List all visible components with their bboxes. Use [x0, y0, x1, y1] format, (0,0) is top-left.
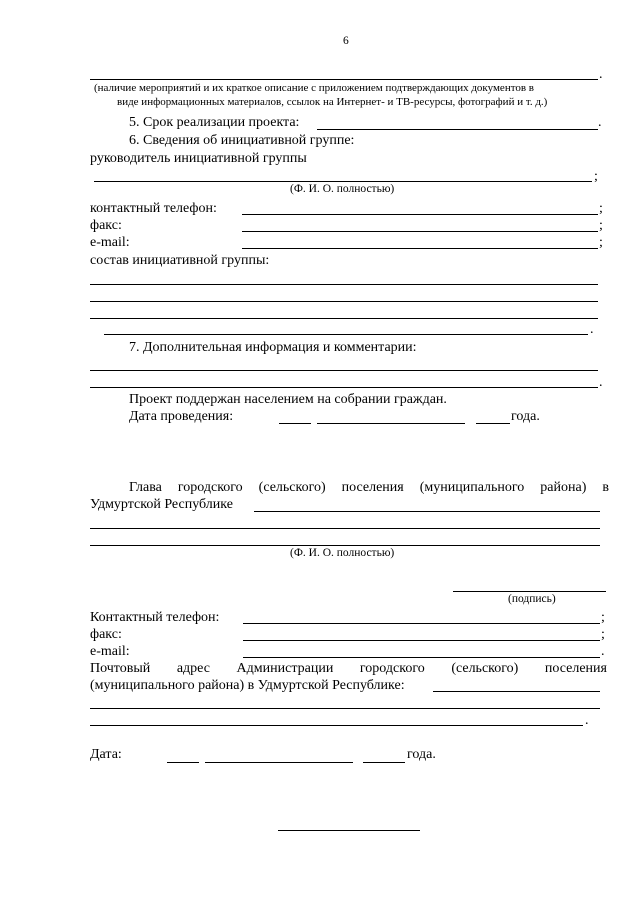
- fio-caption: (Ф. И. О. полностью): [290, 183, 395, 195]
- end-dot: .: [585, 713, 589, 728]
- leader-label: руководитель инициативной группы: [90, 151, 307, 166]
- additional-line[interactable]: [90, 370, 598, 371]
- head-phone-label: Контактный телефон:: [90, 610, 220, 625]
- word: (сельского): [451, 661, 519, 676]
- head-fax-line[interactable]: [243, 640, 600, 641]
- end-dot: .: [599, 67, 603, 82]
- head-title-line: [129, 481, 609, 495]
- end-semicolon: ;: [594, 169, 598, 184]
- end-dot: .: [599, 375, 603, 390]
- end-dot: .: [601, 644, 605, 659]
- members-label: состав инициативной группы:: [90, 253, 270, 268]
- fill-line: [90, 79, 598, 80]
- end-semicolon: ;: [601, 610, 605, 625]
- head-fax-label: факс:: [90, 627, 122, 642]
- head-phone-line[interactable]: [243, 623, 600, 624]
- word: в: [602, 480, 609, 495]
- fax-line[interactable]: [242, 231, 598, 232]
- footer-date-label: Дата:: [90, 747, 122, 762]
- head-name-line[interactable]: [90, 545, 600, 546]
- leader-line[interactable]: [94, 181, 592, 182]
- meeting-year-word: года.: [511, 409, 540, 424]
- additional-info-heading: 7. Дополнительная информация и комментарии:: [129, 340, 417, 355]
- footer-year-line[interactable]: [363, 762, 405, 763]
- meeting-day-line[interactable]: [279, 423, 311, 424]
- head-email-line[interactable]: [243, 657, 600, 658]
- word: городского: [177, 480, 243, 495]
- meeting-month-line[interactable]: [317, 423, 465, 424]
- members-line[interactable]: [104, 334, 588, 335]
- signature-line[interactable]: [453, 591, 606, 592]
- footer-day-line[interactable]: [167, 762, 199, 763]
- fax-label: факс:: [90, 218, 122, 233]
- word: Администрации: [236, 661, 334, 676]
- group-info-heading: 6. Сведения об инициативной группе:: [129, 133, 355, 148]
- head-region-label: Удмуртской Республике: [90, 497, 233, 512]
- email-line[interactable]: [242, 248, 598, 249]
- bottom-rule: [278, 830, 420, 831]
- end-dot: .: [590, 322, 594, 337]
- footer-year-word: года.: [407, 747, 436, 762]
- project-term-line[interactable]: [317, 129, 598, 130]
- postal-address-line: [90, 662, 607, 676]
- word: городского: [359, 661, 425, 676]
- note-line-2: виде информационных материалов, ссылок на Интернет- и ТВ-ресурсы, фотографий и т. д.): [117, 96, 548, 108]
- head-name-line[interactable]: [90, 528, 600, 529]
- signature-caption: (подпись): [508, 593, 556, 605]
- end-semicolon: ;: [599, 235, 603, 250]
- supported-text: Проект поддержан населением на собрании граждан.: [129, 392, 447, 407]
- email-label: e-mail:: [90, 235, 130, 250]
- word: (муниципального: [419, 480, 525, 495]
- postal-address-line-fill[interactable]: [433, 691, 600, 692]
- members-line[interactable]: [90, 284, 598, 285]
- word: Почтовый: [90, 661, 151, 676]
- footer-month-line[interactable]: [205, 762, 353, 763]
- word: Глава: [129, 480, 162, 495]
- end-semicolon: ;: [599, 218, 603, 233]
- end-dot: .: [598, 115, 602, 130]
- head-fio-caption: (Ф. И. О. полностью): [290, 547, 395, 559]
- project-term-label: 5. Срок реализации проекта:: [129, 115, 300, 130]
- phone-line[interactable]: [242, 214, 598, 215]
- head-email-label: e-mail:: [90, 644, 130, 659]
- members-line[interactable]: [90, 318, 598, 319]
- meeting-date-label: Дата проведения:: [129, 409, 234, 424]
- head-name-line[interactable]: [254, 511, 600, 512]
- word: (сельского): [258, 480, 326, 495]
- meeting-year-line[interactable]: [476, 423, 510, 424]
- end-semicolon: ;: [599, 201, 603, 216]
- word: адрес: [176, 661, 210, 676]
- word: поселения: [544, 661, 607, 676]
- word: поселения: [341, 480, 404, 495]
- postal-address-line-fill[interactable]: [90, 708, 600, 709]
- phone-label: контактный телефон:: [90, 201, 217, 216]
- page-number: 6: [343, 35, 349, 47]
- postal-address-line-fill[interactable]: [90, 725, 583, 726]
- members-line[interactable]: [90, 301, 598, 302]
- word: района): [540, 480, 587, 495]
- additional-line[interactable]: [90, 387, 598, 388]
- end-semicolon: ;: [601, 627, 605, 642]
- postal-address-label: (муниципального района) в Удмуртской Республике:: [90, 678, 405, 693]
- note-line-1: (наличие мероприятий и их краткое описание с приложением подтверждающих документов в: [94, 82, 534, 94]
